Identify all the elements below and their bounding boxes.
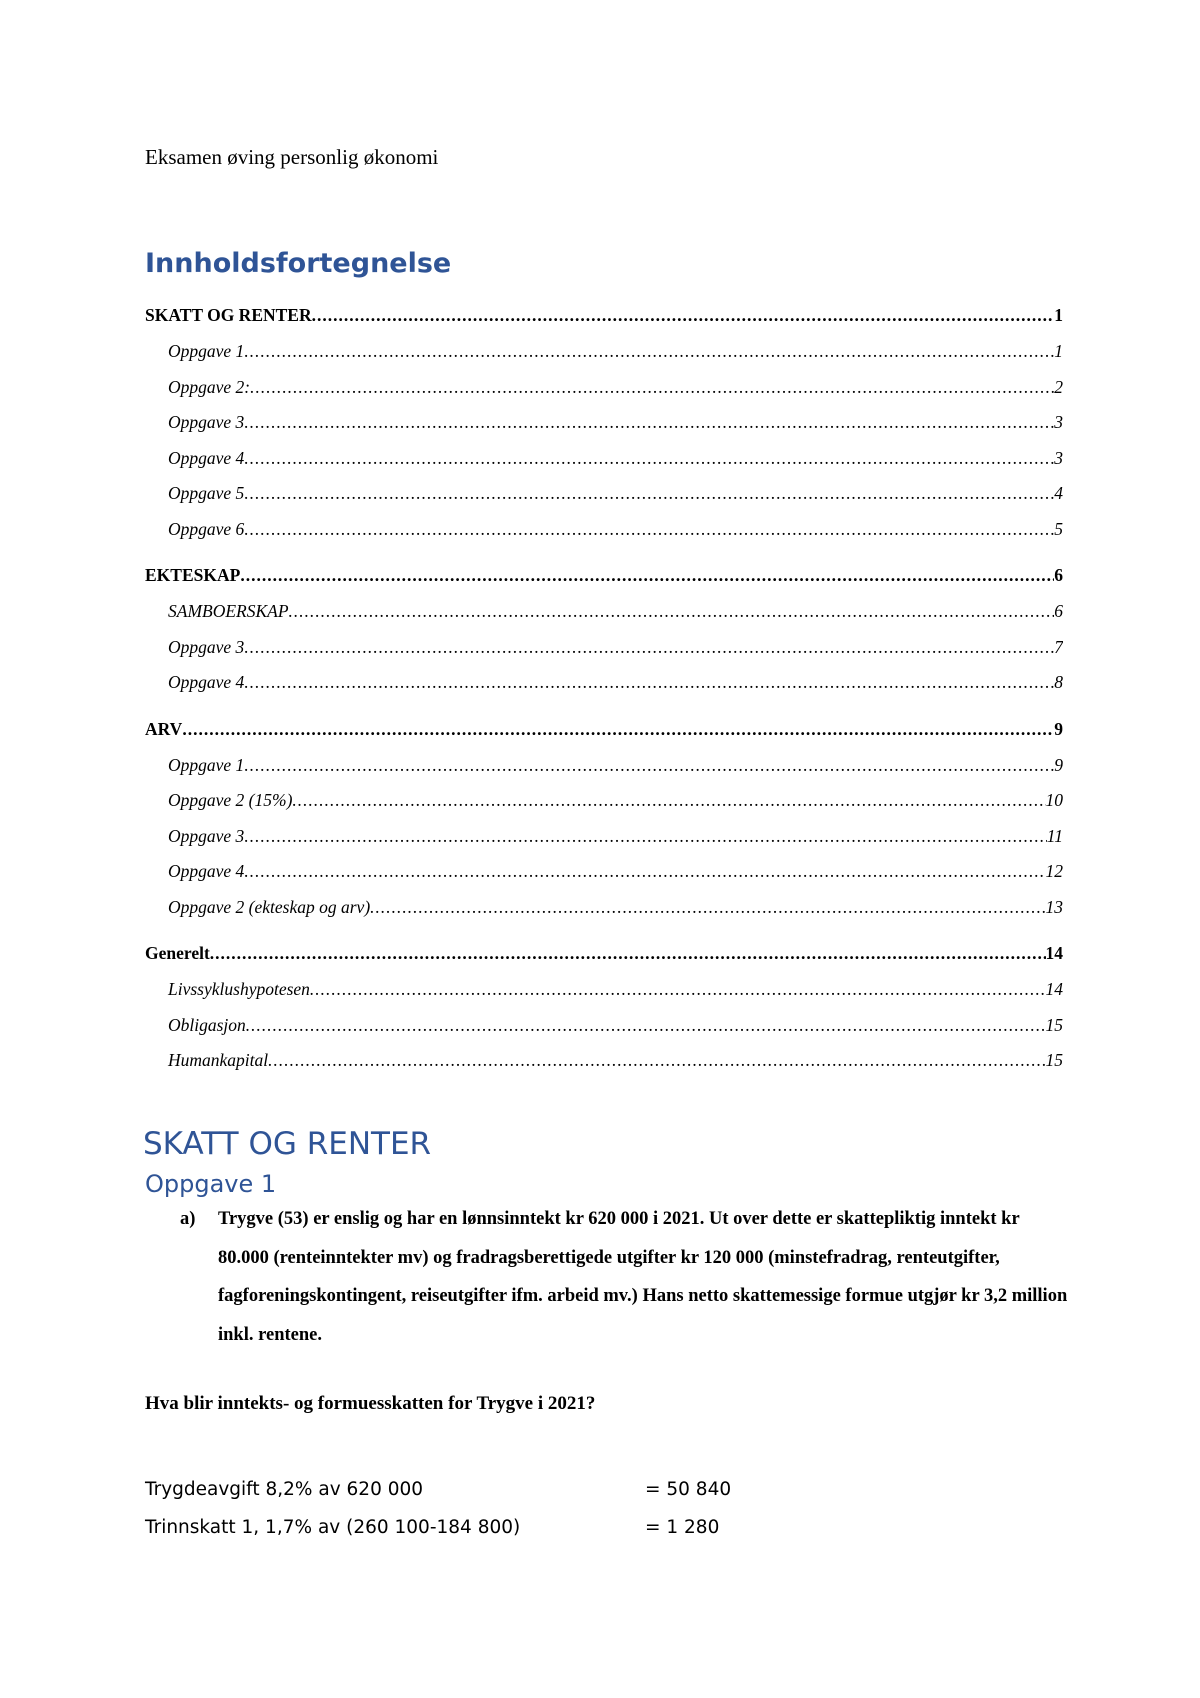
- toc-entry-page: 2: [1054, 376, 1063, 397]
- toc-entry-page: 9: [1054, 718, 1063, 739]
- toc-entry-page: 6: [1054, 601, 1063, 621]
- toc-entry-page: 14: [1045, 943, 1063, 963]
- toc-leader: [244, 755, 1054, 776]
- toc-entry-obligasjon[interactable]: [145, 1015, 1063, 1051]
- toc-entry-page: 9: [1054, 754, 1063, 775]
- calc-label: Trinnskatt 1, 1,7% av (260 100-184 800): [145, 1516, 521, 1538]
- toc-leader: [240, 565, 1054, 586]
- toc-leader: [246, 1015, 1046, 1036]
- toc-entry-page: 3: [1054, 447, 1063, 468]
- toc-leader: [292, 790, 1045, 811]
- calc-row-trygdeavgift: [145, 1470, 945, 1508]
- toc-entry-oppgave-4[interactable]: [145, 448, 1063, 484]
- toc-entry-page: 14: [1045, 979, 1063, 999]
- toc-entry-page: 15: [1045, 1050, 1063, 1070]
- toc-leader: [244, 826, 1046, 847]
- toc-entry-arv[interactable]: [145, 719, 1063, 755]
- toc-entry-text: Oppgave 1: [168, 754, 245, 775]
- toc-leader: [268, 1050, 1045, 1071]
- toc-entry-oppgave-3[interactable]: [145, 826, 1063, 862]
- toc-entry-text: ARV: [145, 718, 183, 739]
- toc-leader: [244, 412, 1054, 433]
- toc-leader: [244, 519, 1054, 540]
- toc-entry-text: Oppgave 3: [168, 825, 245, 846]
- toc-entry-text: Oppgave 2 (15%): [168, 790, 293, 810]
- toc-entry-text: Oppgave 6: [168, 518, 245, 539]
- toc-entry-page: 1: [1054, 341, 1063, 361]
- toc-entry-page: 10: [1045, 790, 1063, 810]
- toc-entry-oppgave-2-15[interactable]: [145, 790, 1063, 826]
- toc-entry-text: Oppgave 4: [168, 447, 245, 468]
- toc-entry-page: 4: [1054, 483, 1063, 503]
- toc-entry-oppgave-4[interactable]: [145, 861, 1063, 897]
- toc-heading: Innholdsfortegnelse: [145, 248, 452, 279]
- toc-entry-page: 1: [1054, 305, 1063, 325]
- toc-entry-text: Humankapital: [168, 1050, 269, 1070]
- toc-entry-text: Oppgave 3: [168, 636, 245, 657]
- toc-entry-livssyklushypotesen[interactable]: [145, 979, 1063, 1015]
- calculation: [145, 1470, 945, 1546]
- toc-entry-generelt[interactable]: [145, 943, 1063, 979]
- document-title: Eksamen øving personlig økonomi: [145, 145, 439, 169]
- section-heading: SKATT OG RENTER: [143, 1126, 432, 1162]
- toc-entry-text: Oppgave 4: [168, 672, 245, 692]
- toc-entry-oppgave-2[interactable]: [145, 377, 1063, 413]
- toc-entry-page: 8: [1054, 672, 1063, 692]
- toc-entry-samboerskap[interactable]: [145, 601, 1063, 637]
- toc-entry-page: 7: [1054, 636, 1063, 657]
- section-subheading: Oppgave 1: [145, 1170, 277, 1198]
- toc-entry-oppgave-2-ekteskap-og-arv[interactable]: [145, 897, 1063, 933]
- toc-leader: [244, 672, 1054, 693]
- toc-entry-page: 11: [1046, 825, 1063, 846]
- toc-entry-oppgave-3[interactable]: [145, 412, 1063, 448]
- toc-entry-text: Oppgave 4: [168, 861, 245, 881]
- task-text: Trygve (53) er enslig og har en lønnsinntekt kr 620 000 i 2021. Ut over dette er skattepliktig inntekt kr 80.000 (renteinntekter mv) og fradragsberettigede utgifter kr 120 000 (minstefradrag, renteutgifter, fagforeningskontingent, reiseutgifter ifm. arbeid mv.) Hans netto skattemessige formue utgjør kr 3,2 million inkl. rentene.: [218, 1209, 1068, 1345]
- toc-entry-oppgave-1[interactable]: [145, 755, 1063, 791]
- toc-entry-oppgave-3[interactable]: [145, 637, 1063, 673]
- toc-entry-text: Generelt: [145, 943, 210, 963]
- toc-entry-oppgave-5[interactable]: [145, 483, 1063, 519]
- toc-entry-text: SKATT OG RENTER: [145, 305, 312, 325]
- toc-leader: [244, 341, 1054, 362]
- toc-entry-page: 12: [1045, 861, 1063, 881]
- calc-value: = 1 280: [645, 1516, 720, 1538]
- toc-entry-text: Livssyklushypotesen: [168, 979, 310, 999]
- toc-entry-text: Oppgave 5: [168, 483, 245, 503]
- toc-entry-text: EKTESKAP: [145, 565, 241, 585]
- toc-entry-text: Oppgave 3: [168, 412, 245, 432]
- calc-row-trinnskatt: [145, 1508, 945, 1546]
- toc-leader: [244, 637, 1054, 658]
- question: Hva blir inntekts- og formuesskatten for Trygve i 2021?: [145, 1393, 596, 1414]
- toc-entry-ekteskap[interactable]: [145, 565, 1063, 601]
- toc-leader: [210, 943, 1046, 964]
- toc-entry-page: 6: [1054, 565, 1063, 585]
- toc-leader: [244, 448, 1054, 469]
- table-of-contents: [145, 305, 1063, 1086]
- toc-leader: [244, 861, 1045, 882]
- task-a: [180, 1200, 1070, 1354]
- toc-entry-text: Oppgave 2 (ekteskap og arv): [168, 896, 371, 917]
- toc-entry-oppgave-4[interactable]: [145, 672, 1063, 708]
- toc-leader: [310, 979, 1046, 1000]
- toc-entry-text: Oppgave 2:: [168, 376, 251, 397]
- toc-entry-skatt-og-renter[interactable]: [145, 305, 1063, 341]
- toc-leader: [182, 719, 1054, 740]
- toc-leader: [370, 897, 1045, 918]
- toc-entry-oppgave-6[interactable]: [145, 519, 1063, 555]
- toc-entry-oppgave-1[interactable]: [145, 341, 1063, 377]
- toc-entry-page: 15: [1045, 1014, 1063, 1035]
- toc-entry-text: Obligasjon: [168, 1014, 246, 1035]
- toc-leader: [289, 601, 1055, 622]
- toc-entry-text: Oppgave 1: [168, 341, 245, 361]
- toc-entry-page: 3: [1054, 412, 1063, 432]
- toc-entry-text: SAMBOERSKAP: [168, 601, 289, 621]
- calc-value: = 50 840: [645, 1478, 732, 1500]
- toc-entry-page: 13: [1045, 896, 1063, 917]
- toc-leader: [250, 377, 1054, 398]
- toc-leader: [312, 305, 1055, 326]
- toc-leader: [244, 483, 1054, 504]
- toc-entry-page: 5: [1054, 518, 1063, 539]
- task-marker: a): [180, 1209, 196, 1229]
- calc-label: Trygdeavgift 8,2% av 620 000: [145, 1478, 424, 1500]
- toc-entry-humankapital[interactable]: [145, 1050, 1063, 1086]
